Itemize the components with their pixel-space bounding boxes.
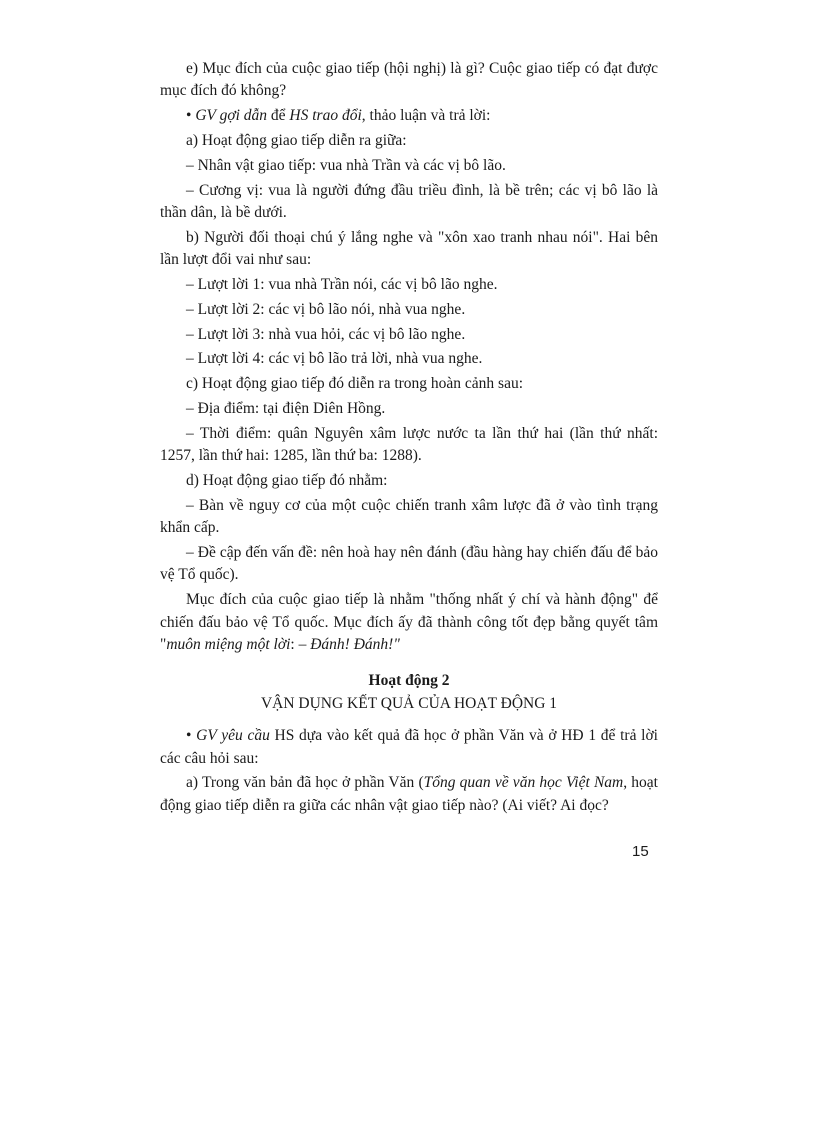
paragraph	[160, 373, 658, 395]
text-run: , thảo luận và trả lời:	[361, 107, 491, 125]
text-run: b) Người đối thoại chú ý lắng nghe và "xôn xao tranh nhau nói". Hai bên lần lượt đổi vai như sau:	[160, 228, 658, 269]
text-run: c) Hoạt động giao tiếp đó diễn ra trong hoàn cảnh sau:	[186, 375, 524, 393]
text-run: a) Trong văn bản đã học ở phần Văn (	[186, 774, 424, 792]
page-number: 15	[632, 843, 649, 860]
paragraph	[160, 495, 658, 540]
text-run: Hoạt động 2	[368, 672, 450, 690]
text-run: •	[186, 107, 196, 125]
paragraph	[160, 725, 658, 770]
text-run: : –	[290, 636, 311, 653]
text-run: Mục đích của cuộc giao tiếp là nhằm "thống nhất ý chí và hành động" để chiến đấu bảo vệ Tổ quốc. Mục đích ấy đã thành công tốt đẹp bằng quyết tâm "	[160, 591, 658, 653]
paragraph	[160, 542, 658, 587]
text-run: – Địa điểm: tại điện Diên Hồng.	[186, 399, 386, 417]
text-run: – Lượt lời 1: vua nhà Trần nói, các vị bô lão nghe.	[186, 276, 498, 293]
text-run: – Đề cập đến vấn đề: nên hoà hay nên đánh (đầu hàng hay chiến đấu để bảo vệ Tổ quốc).	[160, 543, 658, 584]
paragraph	[160, 398, 658, 420]
text-run: d) Hoạt động giao tiếp đó nhằm:	[186, 471, 388, 489]
text-run: a) Hoạt động giao tiếp diễn ra giữa:	[186, 132, 407, 149]
paragraph	[160, 348, 658, 370]
text-run: – Lượt lời 4: các vị bô lão trả lời, nhà vua nghe.	[186, 350, 483, 368]
text-run: – Bàn về nguy cơ của một cuộc chiến tranh xâm lược đã ở vào tình trạng khẩn cấp.	[160, 496, 658, 537]
section-heading	[160, 670, 658, 692]
paragraph	[160, 155, 658, 177]
paragraph	[160, 130, 658, 152]
text-run: HS dựa vào kết quả đã học ở phần Văn và ở HĐ 1 để trả lời các câu hỏi sau:	[160, 727, 658, 767]
paragraph	[160, 274, 658, 296]
text-run: – Lượt lời 3: nhà vua hỏi, các vị bô lão nghe.	[186, 325, 466, 343]
paragraph	[160, 589, 658, 656]
italic-text: muôn miệng một lời	[166, 636, 291, 653]
paragraph	[160, 180, 658, 225]
italic-text: GV gợi dẫn	[195, 107, 268, 125]
text-run: – Cương vị: vua là người đứng đầu triều đình, là bề trên; các vị bô lão là thần dân, là bề dưới.	[160, 181, 658, 221]
italic-text: Đánh! Đánh!"	[310, 636, 400, 653]
section-subheading	[160, 693, 658, 715]
text-run: •	[186, 727, 197, 745]
paragraph	[160, 470, 658, 492]
page-body	[160, 58, 658, 820]
paragraph	[160, 423, 658, 468]
paragraph	[160, 324, 658, 346]
italic-text: HS trao đổi	[289, 107, 362, 125]
text-run: để	[267, 107, 290, 125]
text-run: – Nhân vật giao tiếp: vua nhà Trần và các vị bô lão.	[186, 156, 506, 174]
paragraph	[160, 105, 658, 127]
paragraph	[160, 299, 658, 321]
text-run: , hoạt động giao tiếp diễn ra giữa các nhân vật giao tiếp nào? (Ai viết? Ai đọc?	[160, 774, 658, 814]
paragraph	[160, 772, 658, 817]
text-run: VẬN DỤNG KẾT QUẢ CỦA HOẠT ĐỘNG 1	[260, 694, 558, 712]
paragraph	[160, 58, 658, 103]
text-run: e) Mục đích của cuộc giao tiếp (hội nghị) là gì? Cuộc giao tiếp có đạt được mục đích đó không?	[160, 60, 658, 100]
italic-text: Tổng quan về văn học Việt Nam	[423, 774, 624, 792]
text-run: – Lượt lời 2: các vị bô lão nói, nhà vua nghe.	[186, 300, 466, 318]
paragraph	[160, 227, 658, 272]
italic-text: GV yêu cầu	[196, 727, 270, 745]
text-run: – Thời điểm: quân Nguyên xâm lược nước ta lần thứ hai (lần thứ nhất: 1257, lần thứ hai: 1285, lần thứ ba: 1288).	[160, 424, 658, 465]
